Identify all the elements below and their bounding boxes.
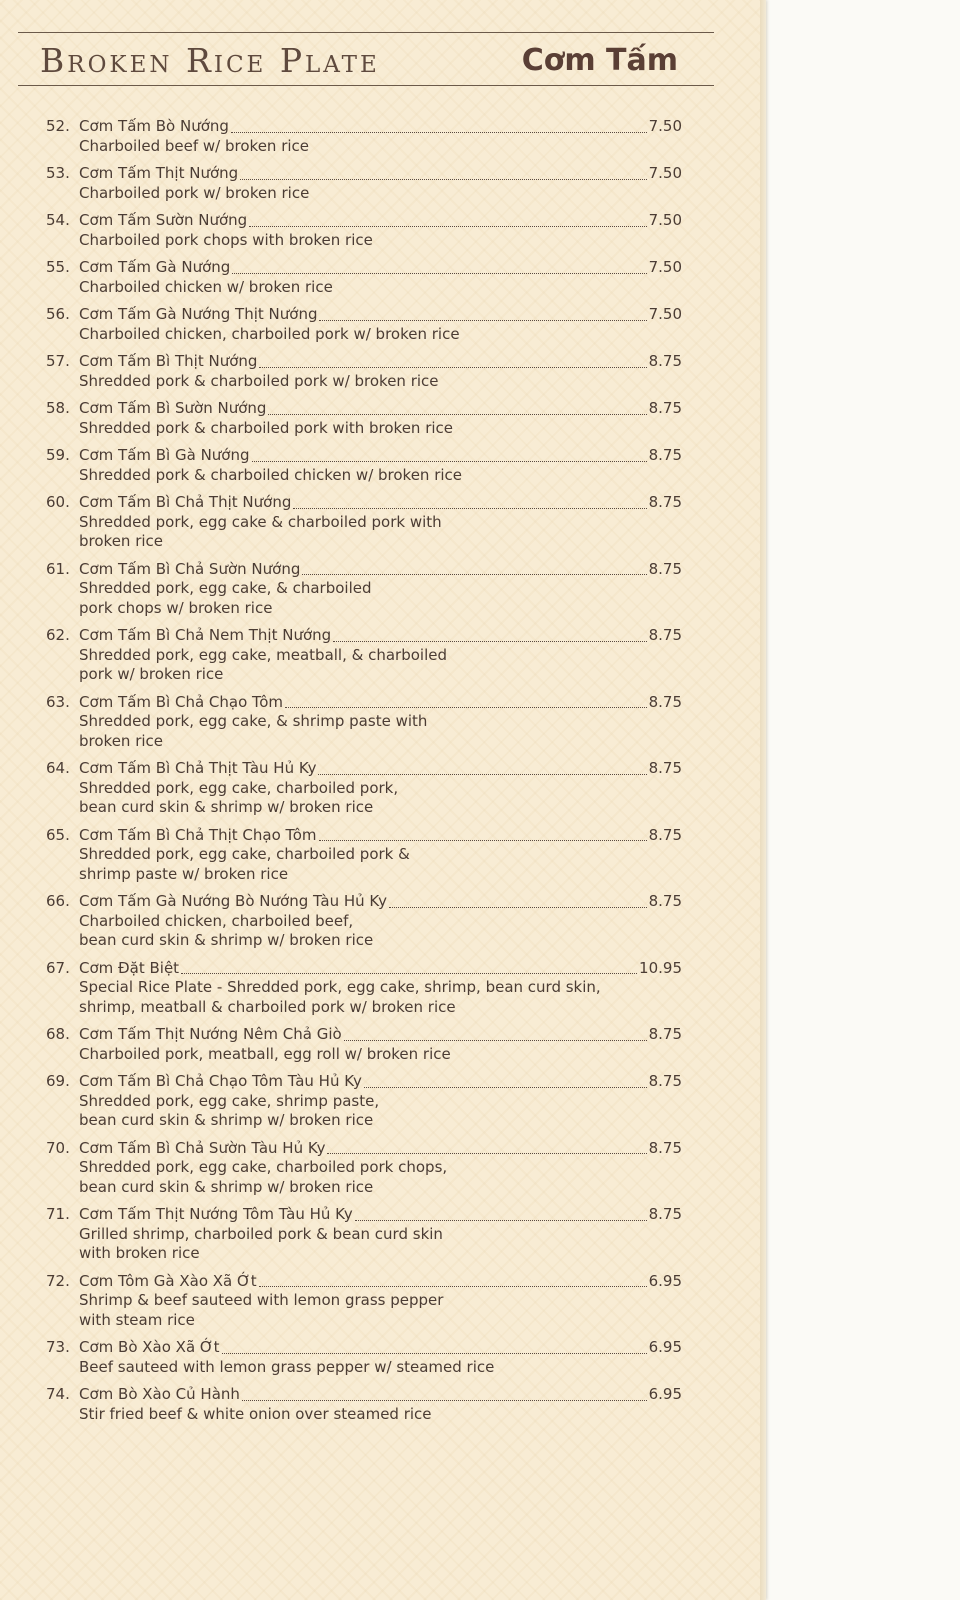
menu-item [46,1025,682,1064]
menu-item-price: 8.75 [648,1205,682,1223]
menu-item-number: 63. [46,692,70,711]
menu-item [46,1072,682,1131]
dot-leader [242,1399,647,1401]
menu-item-name: Cơm Tôm Gà Xào Xã Ớt [79,1271,257,1290]
menu-item-number: 68. [46,1025,70,1043]
menu-item-title-line [46,1385,682,1405]
menu-item-title-line [46,626,682,646]
menu-item-price: 6.95 [648,1271,682,1290]
menu-item-number: 55. [46,258,70,276]
menu-item-title-line [46,1139,682,1159]
menu-item-description: pork w/ broken rice [79,665,224,683]
menu-item-description: Shredded pork, egg cake, meatball, & charboiled [79,645,447,664]
menu-item [46,446,682,485]
menu-item-title-line [46,759,682,779]
dot-leader [252,460,647,462]
menu-item-number: 60. [46,493,70,511]
dot-leader [318,773,646,775]
menu-item-description: Shredded pork, egg cake, & shrimp paste with [79,712,428,730]
menu-item-description: Shredded pork & charboiled pork with broken rice [79,418,454,437]
menu-item-number: 61. [46,559,70,578]
menu-item-number: 56. [46,305,70,323]
menu-item-description: broken rice [79,731,164,750]
menu-item-description: Shredded pork, egg cake, shrimp paste, [79,1091,380,1110]
menu-item-number: 57. [46,352,70,370]
dot-leader [181,972,637,974]
menu-item-description: Beef sauteed with lemon grass pepper w/ steamed rice [79,1357,495,1376]
dot-leader [249,225,646,227]
menu-item-description: Shredded pork, egg cake, charboiled pork, [79,778,399,797]
menu-item [46,560,682,619]
menu-item-price: 10.95 [639,958,682,977]
menu-item-description: broken rice [79,532,164,550]
menu-item [46,1139,682,1198]
menu-item-price: 8.75 [648,1138,682,1157]
menu-item-name: Cơm Tấm Gà Nướng [79,258,231,276]
menu-item-title-line [46,164,682,184]
menu-item-price: 8.75 [648,1072,682,1090]
menu-item [46,1338,682,1377]
menu-item-description: Charboiled pork w/ broken rice [79,183,310,202]
section-header [18,32,714,86]
menu-item-description: Charboiled beef w/ broken rice [79,136,310,155]
menu-item-name: Cơm Tấm Bì Gà Nướng [79,446,250,464]
menu-item [46,164,682,203]
section-title-vietnamese: Cơm Tấm [521,43,678,78]
menu-item-price: 8.75 [648,399,682,417]
menu-item-title-line [46,493,682,513]
menu-item-name: Cơm Bò Xào Xã Ớt [79,1338,220,1356]
menu-item-number: 70. [46,1138,70,1157]
menu-item-title-line [46,305,682,325]
section-title-english: Broken Rice Plate [40,41,380,80]
dot-leader [259,1285,647,1287]
menu-item-title-line [46,693,682,713]
menu-item [46,892,682,951]
menu-item-price: 7.50 [648,211,682,229]
menu-item-price: 8.75 [648,825,682,844]
dot-leader [364,1086,647,1088]
menu-item-name: Cơm Tấm Bì Thịt Nướng [79,352,258,370]
dot-leader [240,178,646,180]
menu-item-title-line [46,1205,682,1225]
menu-item-description: Shredded pork, egg cake, charboiled pork & [79,845,410,863]
menu-item-name: Cơm Tấm Bì Chả Chạo Tôm [79,692,284,711]
menu-item-price: 8.75 [648,352,682,370]
menu-item [46,626,682,685]
menu-item-name: Cơm Tấm Gà Nướng Thịt Nướng [79,305,318,323]
menu-item [46,399,682,438]
menu-item-price: 7.50 [648,117,682,135]
dot-leader [344,1039,647,1041]
menu-item-number: 65. [46,825,70,844]
menu-item-title-line [46,1338,682,1358]
dot-leader [293,507,646,509]
menu-item-description: with broken rice [79,1244,200,1262]
menu-item-description: Shredded pork, egg cake, charboiled pork chops, [79,1158,448,1176]
menu-item-description: bean curd skin & shrimp w/ broken rice [79,931,374,949]
dot-leader [319,839,647,841]
dot-leader [333,640,646,642]
menu-item-description: Special Rice Plate - Shredded pork, egg cake, shrimp, bean curd skin, [79,978,601,996]
menu-item-price: 6.95 [648,1385,682,1403]
menu-item-number: 66. [46,892,70,910]
menu-item [46,117,682,156]
menu-item-number: 54. [46,211,70,229]
menu-item-description: Charboiled chicken w/ broken rice [79,277,333,296]
menu-item-list [46,117,682,1432]
menu-item-description: Shredded pork & charboiled chicken w/ broken rice [79,465,463,484]
menu-item-title-line [46,1272,682,1292]
menu-item-title-line [46,892,682,912]
menu-item-title-line [46,1025,682,1045]
menu-item-price: 8.75 [648,892,682,910]
menu-item-name: Cơm Tấm Thịt Nướng [79,164,239,182]
menu-item-description: Charboiled pork, meatball, egg roll w/ broken rice [79,1044,451,1063]
menu-item-description: pork chops w/ broken rice [79,598,273,617]
menu-item-name: Cơm Tấm Thịt Nướng Nêm Chả Giò [79,1025,342,1043]
dot-leader [389,906,647,908]
menu-item-price: 7.50 [648,164,682,182]
menu-item-description: Shrimp & beef sauteed with lemon grass pepper [79,1291,444,1309]
dot-leader [232,272,646,274]
menu-item-number: 59. [46,446,70,464]
menu-item-name: Cơm Tấm Bì Chả Nem Thịt Nướng [79,626,332,644]
menu-item-price: 8.75 [648,692,682,711]
menu-item-description: Charboiled chicken, charboiled beef, [79,911,354,930]
dot-leader [327,1152,646,1154]
menu-item-title-line [46,1072,682,1092]
menu-item-description: with steam rice [79,1310,195,1329]
menu-item-description: bean curd skin & shrimp w/ broken rice [79,798,374,816]
dot-leader [285,706,647,708]
menu-item-title-line [46,352,682,372]
menu-item-description: Shredded pork, egg cake & charboiled pork with [79,512,442,531]
menu-item [46,693,682,752]
menu-item-name: Cơm Tấm Sườn Nướng [79,211,248,229]
menu-item-name: Cơm Tấm Bì Chả Chạo Tôm Tàu Hủ Ky [79,1072,362,1090]
menu-item-number: 71. [46,1205,70,1223]
menu-item [46,258,682,297]
menu-item-description: shrimp, meatball & charboiled pork w/ broken rice [79,997,456,1016]
menu-item [46,759,682,818]
menu-item-number: 52. [46,117,70,135]
menu-item-name: Cơm Tấm Bò Nướng [79,117,229,135]
menu-item-description: Shredded pork, egg cake, & charboiled [79,579,372,597]
menu-item-description: Shredded pork & charboiled pork w/ broken rice [79,371,439,390]
menu-item [46,211,682,250]
menu-item-name: Cơm Đặt Biệt [79,958,180,977]
menu-item-number: 64. [46,759,70,777]
menu-item [46,826,682,885]
menu-item-name: Cơm Tấm Bì Chả Sườn Tàu Hủ Ky [79,1138,326,1157]
menu-item-title-line [46,211,682,231]
menu-item-number: 62. [46,626,70,644]
menu-item-title-line [46,258,682,278]
page-edge [760,0,766,1600]
menu-item [46,1205,682,1264]
menu-item [46,305,682,344]
menu-item-name: Cơm Bò Xào Củ Hành [79,1385,240,1403]
menu-item [46,959,682,1018]
menu-item-description: shrimp paste w/ broken rice [79,864,289,883]
menu-item-description: bean curd skin & shrimp w/ broken rice [79,1111,374,1129]
menu-item-price: 8.75 [648,493,682,511]
dot-leader [302,573,646,575]
menu-item-name: Cơm Tấm Bì Sườn Nướng [79,399,267,417]
menu-item-number: 74. [46,1385,70,1403]
menu-item-title-line [46,959,682,979]
menu-item-price: 8.75 [648,559,682,578]
menu-item-price: 8.75 [648,1025,682,1043]
menu-item [46,352,682,391]
menu-item-title-line [46,826,682,846]
menu-item-title-line [46,560,682,580]
menu-item-description: Charboiled chicken, charboiled pork w/ broken rice [79,324,460,343]
menu-item-number: 67. [46,958,70,977]
menu-item-name: Cơm Tấm Bì Chả Thịt Tàu Hủ Ky [79,759,317,777]
menu-item-price: 8.75 [648,626,682,644]
dot-leader [319,319,646,321]
menu-item-name: Cơm Tấm Bì Chả Thịt Nướng [79,493,292,511]
menu-item-name: Cơm Tấm Thịt Nướng Tôm Tàu Hủ Ky [79,1205,353,1223]
menu-item [46,1272,682,1331]
dot-leader [355,1219,647,1221]
menu-item-number: 73. [46,1338,70,1356]
menu-item [46,1385,682,1424]
menu-item-title-line [46,117,682,137]
menu-item-title-line [46,446,682,466]
menu-item-description: bean curd skin & shrimp w/ broken rice [79,1177,374,1196]
dot-leader [231,131,647,133]
menu-item-name: Cơm Tấm Bì Chả Sườn Nướng [79,559,301,578]
dot-leader [268,413,646,415]
menu-item [46,493,682,552]
menu-item-price: 8.75 [648,759,682,777]
dot-leader [222,1352,647,1354]
menu-item-name: Cơm Tấm Bì Chả Thịt Chạo Tôm [79,825,317,844]
menu-item-name: Cơm Tấm Gà Nướng Bò Nướng Tàu Hủ Ky [79,892,388,910]
menu-item-price: 7.50 [648,305,682,323]
menu-item-price: 7.50 [648,258,682,276]
menu-item-price: 8.75 [648,446,682,464]
menu-item-description: Charboiled pork chops with broken rice [79,230,373,249]
dot-leader [259,366,646,368]
menu-item-number: 58. [46,399,70,417]
menu-item-number: 72. [46,1271,70,1290]
menu-item-price: 6.95 [648,1338,682,1356]
menu-item-description: Grilled shrimp, charboiled pork & bean curd skin [79,1224,443,1243]
menu-item-number: 69. [46,1072,70,1090]
menu-item-description: Stir fried beef & white onion over steamed rice [79,1404,432,1423]
menu-item-number: 53. [46,164,70,182]
menu-item-title-line [46,399,682,419]
